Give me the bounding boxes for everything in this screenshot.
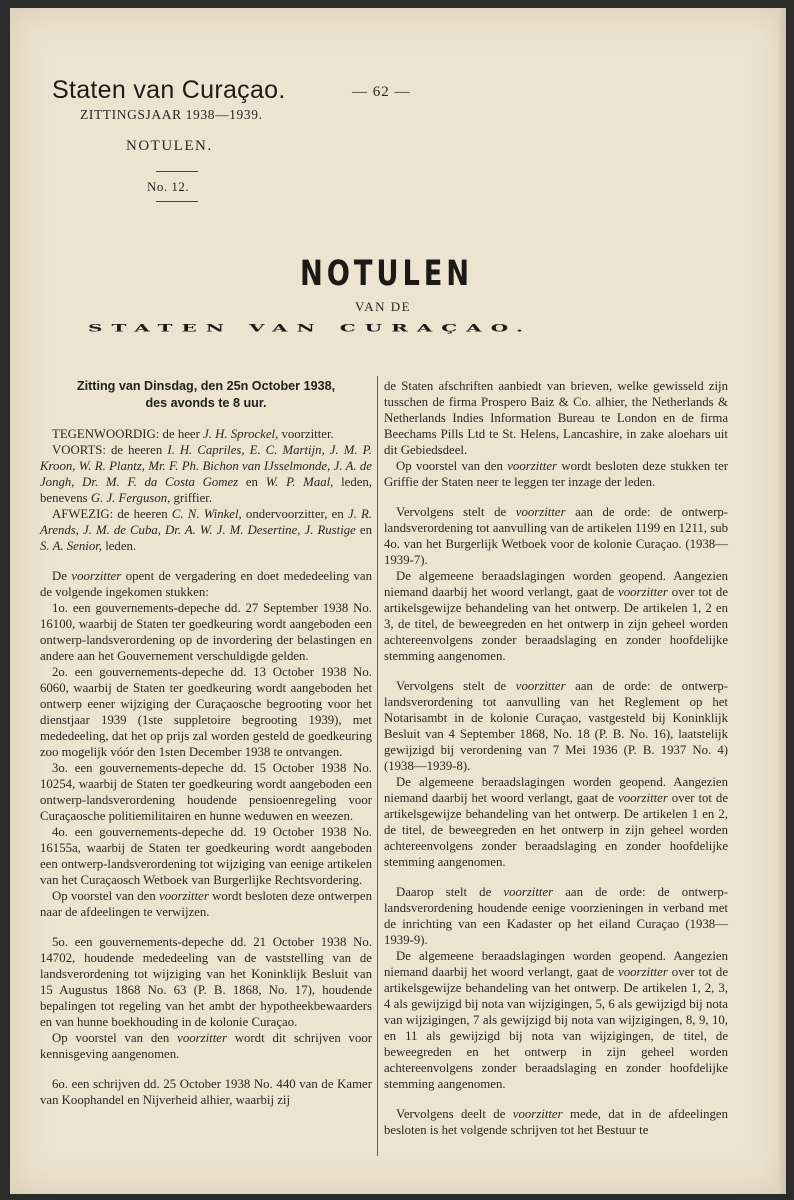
absent-names: J. R. Arends, J. M. de Cuba, Dr. A. W. J. M. Desertine, J. Rustige xyxy=(40,507,373,537)
text: over tot de artikelsgewijze behandeling van het ontwerp. De artikelen 1 en 2, de titel, de beweegreden en het ontwerp in zijn geheel worden achtereenvolgens zonder beraadslaging en zonder hoofdelijke stemming aangenomen. xyxy=(384,791,729,869)
column-divider xyxy=(377,376,378,1156)
text: aan de orde: de ontwerp-landsverordening houdende eenige voorzieningen in verband met de inrichting van een Kadaster op het eiland Curaçao (1938—1939-9). xyxy=(384,885,728,947)
text: De xyxy=(52,569,67,583)
chairman-name: J. H. Sprockel, xyxy=(203,427,279,441)
label: TEGENWOORDIG: xyxy=(52,427,160,441)
meeting-date: Zitting van Dinsdag, den 25n October 1938, xyxy=(76,379,336,393)
text: wordt besloten deze ontwerpen naar de afdeelingen te verwijzen. xyxy=(40,889,373,919)
text: en xyxy=(245,475,258,489)
text: de heer xyxy=(162,427,200,441)
griffier-name: G. J. Ferguson, xyxy=(90,491,171,505)
voorts-paragraph xyxy=(40,442,372,506)
agenda-9-debate xyxy=(384,948,728,1092)
text: over tot de artikelsgewijze behandeling van het ontwerp. De artikelen 1, 2 en 3, de titel, de beweegreden en het ontwerp in zijn geheel worden achtereenvolgens zonder beraadslaging en zonder hoofdelijke stemming aangenomen. xyxy=(384,585,729,663)
role: voorzitter xyxy=(515,505,566,519)
role: voorzitter xyxy=(159,889,209,903)
masthead-staten: STATEN VAN CURAÇAO. xyxy=(88,322,532,334)
item-6-continued: de Staten afschriften aanbiedt van brieven, welke gewisseld zijn tusschen de firma Prospero Baiz & Co. alhier, the Netherlands & Netherlands Indies Information Bureau te London en de firma Beechams Pills Ltd te St. Helens, Lancashire, in zake aloehars uit dit Gebiedsdeel. xyxy=(384,379,728,457)
text: De algemeene beraadslagingen worden geopend. Aangezien niemand daarbij het woord verlangt, gaat de xyxy=(384,569,728,599)
absent-paragraph xyxy=(40,506,372,554)
masthead-van-de: VAN DE xyxy=(355,299,412,314)
proposal-5 xyxy=(40,1030,372,1062)
role: voorzitter xyxy=(507,459,557,473)
agenda-7-debate xyxy=(384,568,728,664)
text: Vervolgens deelt de xyxy=(396,1107,506,1121)
page-edge xyxy=(778,8,786,1194)
text: De algemeene beraadslagingen worden geopend. Aangezien niemand daarbij het woord verlangt, gaat de xyxy=(384,775,728,805)
text: voorzitter. xyxy=(281,427,334,441)
text: de heeren xyxy=(117,507,168,521)
divider xyxy=(156,201,198,202)
item-2: 2o. een gouvernements-depeche dd. 13 October 1938 No. 6060, waarbij de Staten ter goedkeuring wordt aangeboden het ontwerp eener wijziging der Curaçaosche begrooting voor het dienstjaar 1939 (1ste suppletoire begrooting 1939), met mededeeling, dat het op prijs zal worden gesteld de goedkeuring zoo mogelijk vóór den 1sten December 1938 te ontvangen. xyxy=(40,665,372,759)
label: VOORTS: xyxy=(52,443,106,457)
meeting-heading xyxy=(40,378,372,412)
member-names: I. H. Capriles, E. C. Martijn, J. M. P. Kroon, W. R. Plantz, Mr. F. Ph. Bichon van IJsselmonde, J. A. de Jongh, Dr. M. F. da Costa Gomez xyxy=(40,443,372,489)
agenda-8-debate xyxy=(384,774,728,870)
page-number: — 62 — xyxy=(352,84,411,100)
item-1: 1o. een gouvernements-depeche dd. 27 September 1938 No. 16100, waarbij de Staten ter goedkeuring wordt aangeboden een ontwerp-landsverordening op de invordering der belastingen en andere aan het Gouvernement verschuldigde gelden. xyxy=(40,601,372,663)
issue-number: No. 12. xyxy=(147,179,190,194)
text: mede, dat in de afdeelingen besloten is het volgende schrijven tot het Bestuur te xyxy=(384,1107,729,1137)
vice-chairman-name: C. N. Winkel, xyxy=(171,507,242,521)
item-5: 5o. een gouvernements-depeche dd. 21 October 1938 No. 14702, houdende mededeeling van de vaststelling van de landsverordening tot wijziging van het Koninklijk Besluit van 15 Augustus 1868 No. 63 (P. B. 1868, No. 17), houdende bepalingen tot regeling van het ambt der hypotheekbewaarders en van hunne boekhouding in de kolonie Curaçao. xyxy=(40,935,372,1029)
role: voorzitter xyxy=(503,885,554,899)
text: Op voorstel van den xyxy=(52,889,156,903)
proposal-6 xyxy=(384,458,728,490)
agenda-7 xyxy=(384,504,728,568)
publication-title: Staten van Curaçao. xyxy=(52,76,286,104)
text: de heeren xyxy=(111,443,163,457)
absent-name: S. A. Senior, xyxy=(40,539,102,553)
member-name: W. P. Maal, xyxy=(265,475,334,489)
text: Vervolgens stelt de xyxy=(396,679,507,693)
text: Vervolgens stelt de xyxy=(396,505,507,519)
section-label: NOTULEN. xyxy=(126,138,213,154)
meeting-time: des avonds te 8 uur. xyxy=(145,396,267,410)
divider xyxy=(156,171,198,172)
role: voorzitter xyxy=(177,1031,227,1045)
text: opent de vergadering en doet mededeeling van de volgende ingekomen stukken: xyxy=(40,569,372,599)
role: voorzitter xyxy=(71,569,122,583)
label: AFWEZIG: xyxy=(52,507,114,521)
text: Op voorstel van den xyxy=(52,1031,170,1045)
text: leden. xyxy=(105,539,137,553)
right-column xyxy=(384,378,728,1138)
role: voorzitter xyxy=(618,965,668,979)
text: griffier. xyxy=(173,491,213,505)
role: voorzitter xyxy=(618,791,668,805)
text: Op voorstel van den xyxy=(396,459,503,473)
text: aan de orde: de ontwerp-landsverordening tot aanvulling van de artikelen 1199 en 1211, sub 4o. van het Burgerlijk Wetboek voor de kolonie Curaçao. (1938—1939-7). xyxy=(384,505,728,567)
item-3: 3o. een gouvernements-depeche dd. 15 October 1938 No. 10254, waarbij de Staten ter goedkeuring wordt aangeboden een ontwerp-landsverordening houdende pensioenregeling voor Curaçaosche politiemilitairen en hunne weduwen en weezen. xyxy=(40,761,372,823)
document-page xyxy=(10,8,786,1194)
session-year: ZITTINGSJAAR 1938—1939. xyxy=(80,107,263,122)
agenda-9 xyxy=(384,884,728,948)
item-4: 4o. een gouvernements-depeche dd. 19 October 1938 No. 16155a, waarbij de Staten ter goedkeuring wordt aangeboden een ontwerp-landsverordening tot wijziging van eenige artikelen van het Curaçaosch Wetboek van Burgerlijke Rechtsvordering. xyxy=(40,825,372,887)
present-paragraph xyxy=(40,426,372,442)
text: wordt dit schrijven voor kennisgeving aangenomen. xyxy=(40,1031,373,1061)
text: leden, benevens xyxy=(40,475,373,505)
masthead-notulen: NOTULEN xyxy=(300,254,474,294)
left-column xyxy=(40,378,372,1108)
text: wordt besloten deze stukken ter Griffie der Staten neer te leggen ter inzage der leden. xyxy=(384,459,729,489)
intro-paragraph xyxy=(40,568,372,600)
text: Daarop stelt de xyxy=(396,885,492,899)
text: over tot de artikelsgewijze behandeling van het ontwerp. De artikelen 1, 2, 3, 4 als gewijzigd bij nota van wijzigingen, 5, 6 als gewijzigd bij nota van wijzigingen, 7 als gewijzigd bij nota van wijzigingen, 8, 9, 10, en 11 als gewijzigd bij nota van wijzigingen, de titel, de beweegreden en het ontwerp in zijn geheel worden achtereenvolgens zonder beraadslaging en zonder hoofdelijke stemming aangenomen. xyxy=(384,965,729,1091)
proposal-4 xyxy=(40,888,372,920)
text: ondervoorzitter, en xyxy=(245,507,344,521)
role: voorzitter xyxy=(515,679,566,693)
text: aan de orde: de ontwerp-landsverordening tot aanvulling van het Reglement op het Notarisambt in de kolonie Curaçao, vastgesteld bij Koninklijk Besluit van 4 September 1868, No. 18 (P. B. No. 16), laatstelijk gewijzigd bij verordening van 7 Mei 1936 (P. B. 1937 No. 4) (1938—1939-8). xyxy=(384,679,728,773)
announcement xyxy=(384,1106,728,1138)
text: De algemeene beraadslagingen worden geopend. Aangezien niemand daarbij het woord verlangt, gaat de xyxy=(384,949,728,979)
item-6: 6o. een schrijven dd. 25 October 1938 No. 440 van de Kamer van Koophandel en Nijverheid alhier, waarbij zij xyxy=(40,1077,372,1107)
text: en xyxy=(359,523,372,537)
role: voorzitter xyxy=(512,1107,563,1121)
agenda-8 xyxy=(384,678,728,774)
role: voorzitter xyxy=(618,585,668,599)
